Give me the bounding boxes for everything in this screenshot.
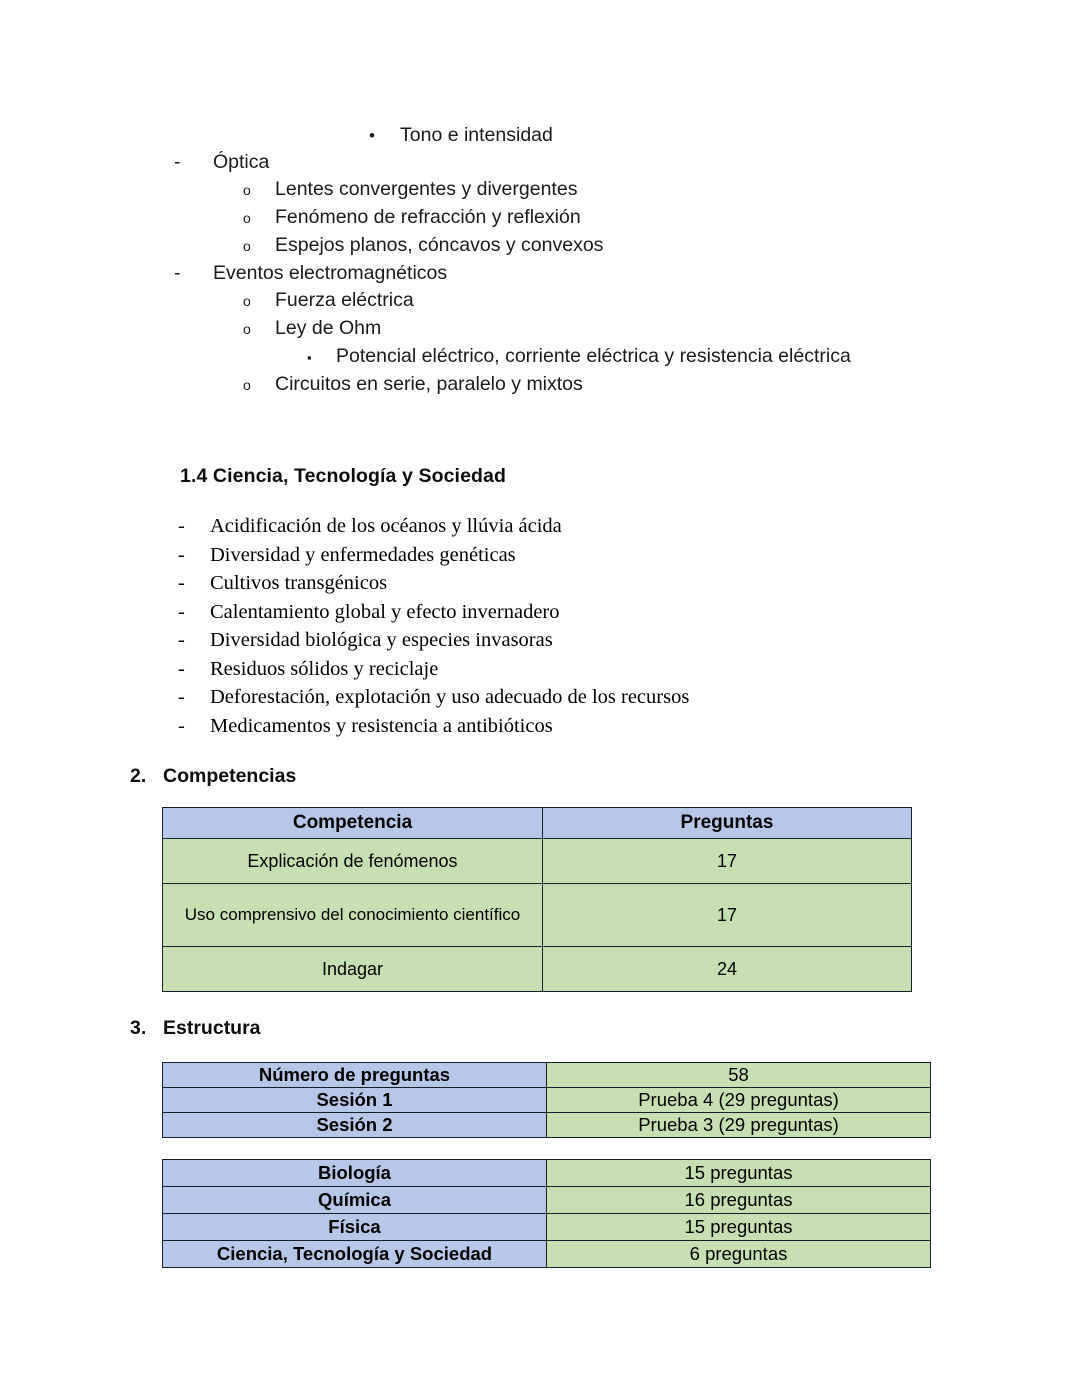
cell-label: Biología	[163, 1160, 547, 1187]
cell-label: Sesión 1	[163, 1088, 547, 1113]
bullet-circle-icon: o	[243, 377, 251, 393]
bullet-circle-icon: o	[243, 210, 251, 226]
list-item-label: Diversidad biológica y especies invasoras	[210, 629, 553, 651]
section-heading-2	[130, 765, 296, 788]
table-row	[163, 1160, 931, 1187]
bullet-dash-icon: -	[178, 572, 185, 594]
bullet-dash-icon: -	[178, 657, 185, 680]
list-item-label: Deforestación, explotación y uso adecuado de los recursos	[210, 686, 690, 708]
list-item-label: Residuos sólidos y reciclaje	[210, 657, 439, 680]
bullet-dash-icon: -	[178, 714, 185, 737]
outline-list	[0, 122, 1080, 399]
estructura-sesiones-table	[162, 1062, 931, 1138]
list-item	[0, 712, 1080, 741]
cell-label: Sesión 2	[163, 1113, 547, 1138]
list-item-label: Acidificación de los océanos y llúvia ácida	[210, 515, 562, 537]
list-item	[0, 204, 1080, 232]
bullet-circle-icon: o	[243, 238, 251, 254]
cell-value: Prueba 3 (29 preguntas)	[547, 1113, 931, 1138]
cell-label: Número de preguntas	[163, 1063, 547, 1088]
list-item-label: Tono e intensidad	[400, 124, 553, 146]
list-item-label: Ley de Ohm	[275, 317, 382, 339]
bullet-dash-icon: -	[178, 543, 185, 566]
cell-value: Prueba 4 (29 preguntas)	[547, 1088, 931, 1113]
cell-value: 58	[547, 1063, 931, 1088]
cell-preguntas: 17	[543, 839, 912, 884]
bullet-circle-icon: o	[243, 182, 251, 198]
list-item	[0, 343, 1080, 371]
list-item-label: Fenómeno de refracción y reflexión	[275, 206, 581, 228]
list-item-label: Calentamiento global y efecto invernadero	[210, 600, 560, 623]
estructura-areas-table	[162, 1159, 931, 1268]
table-row	[163, 1187, 931, 1214]
cell-label: Física	[163, 1214, 547, 1241]
bullet-dash-icon: -	[174, 151, 181, 173]
list-item	[0, 371, 1080, 399]
list-item	[0, 683, 1080, 712]
cell-value: 15 preguntas	[547, 1160, 931, 1187]
list-item-label: Potencial eléctrico, corriente eléctrica y resistencia eléctrica	[336, 345, 851, 367]
list-item	[0, 655, 1080, 684]
list-item-label: Eventos electromagnéticos	[213, 262, 448, 284]
cell-value: 15 preguntas	[547, 1214, 931, 1241]
cell-competencia: Indagar	[163, 947, 543, 992]
cell-competencia: Uso comprensivo del conocimiento científico	[163, 884, 543, 947]
section-heading-3	[130, 1017, 261, 1040]
bullet-dash-icon: -	[178, 515, 185, 537]
table-row	[163, 884, 912, 947]
table-row	[163, 1088, 931, 1113]
cell-label: Química	[163, 1187, 547, 1214]
bullet-dash-icon: -	[178, 686, 185, 708]
bullet-dash-icon: -	[178, 629, 185, 651]
column-header-competencia: Competencia	[163, 808, 543, 839]
cell-value: 16 preguntas	[547, 1187, 931, 1214]
list-item	[0, 541, 1080, 570]
list-item	[0, 315, 1080, 343]
bullet-dash-icon: -	[178, 600, 185, 623]
list-item-label: Óptica	[213, 151, 270, 173]
table-row	[163, 947, 912, 992]
table-row	[163, 1214, 931, 1241]
competencias-table	[162, 807, 912, 992]
list-item	[0, 232, 1080, 260]
table-row	[163, 1063, 931, 1088]
bullet-circle-icon: o	[243, 293, 251, 309]
list-item-label: Diversidad y enfermedades genéticas	[210, 543, 516, 566]
list-item	[0, 598, 1080, 627]
list-item	[0, 149, 1080, 176]
section-title: Estructura	[163, 1017, 261, 1039]
list-item-label: Cultivos transgénicos	[210, 572, 388, 594]
list-item-label: Medicamentos y resistencia a antibióticos	[210, 714, 553, 737]
list-item	[0, 626, 1080, 655]
list-item	[0, 122, 1080, 149]
column-header-preguntas: Preguntas	[543, 808, 912, 839]
section-title: Competencias	[163, 765, 297, 787]
cell-competencia: Explicación de fenómenos	[163, 839, 543, 884]
table-row	[163, 1113, 931, 1138]
list-item	[0, 176, 1080, 204]
list-item	[0, 569, 1080, 598]
table-row	[163, 1241, 931, 1268]
list-item-label: Fuerza eléctrica	[275, 289, 414, 311]
bullet-dash-icon: -	[174, 262, 181, 284]
section-number: 2.	[130, 765, 147, 787]
list-item	[0, 512, 1080, 541]
table-row	[163, 839, 912, 884]
list-item-label: Espejos planos, cóncavos y convexos	[275, 234, 604, 256]
ciencia-tecnologia-sociedad-list	[0, 512, 1080, 740]
table-header-row	[163, 808, 912, 839]
cell-preguntas: 17	[543, 884, 912, 947]
cell-label: Ciencia, Tecnología y Sociedad	[163, 1241, 547, 1268]
section-heading-1-4: 1.4 Ciencia, Tecnología y Sociedad	[180, 465, 506, 487]
bullet-round-icon: •	[369, 126, 375, 145]
cell-preguntas: 24	[543, 947, 912, 992]
list-item-label: Circuitos en serie, paralelo y mixtos	[275, 373, 583, 395]
bullet-circle-icon: o	[243, 321, 251, 337]
bullet-square-icon: ▪	[307, 350, 312, 365]
cell-value: 6 preguntas	[547, 1241, 931, 1268]
section-number: 3.	[130, 1017, 147, 1039]
list-item	[0, 260, 1080, 287]
list-item	[0, 287, 1080, 315]
list-item-label: Lentes convergentes y divergentes	[275, 178, 578, 200]
